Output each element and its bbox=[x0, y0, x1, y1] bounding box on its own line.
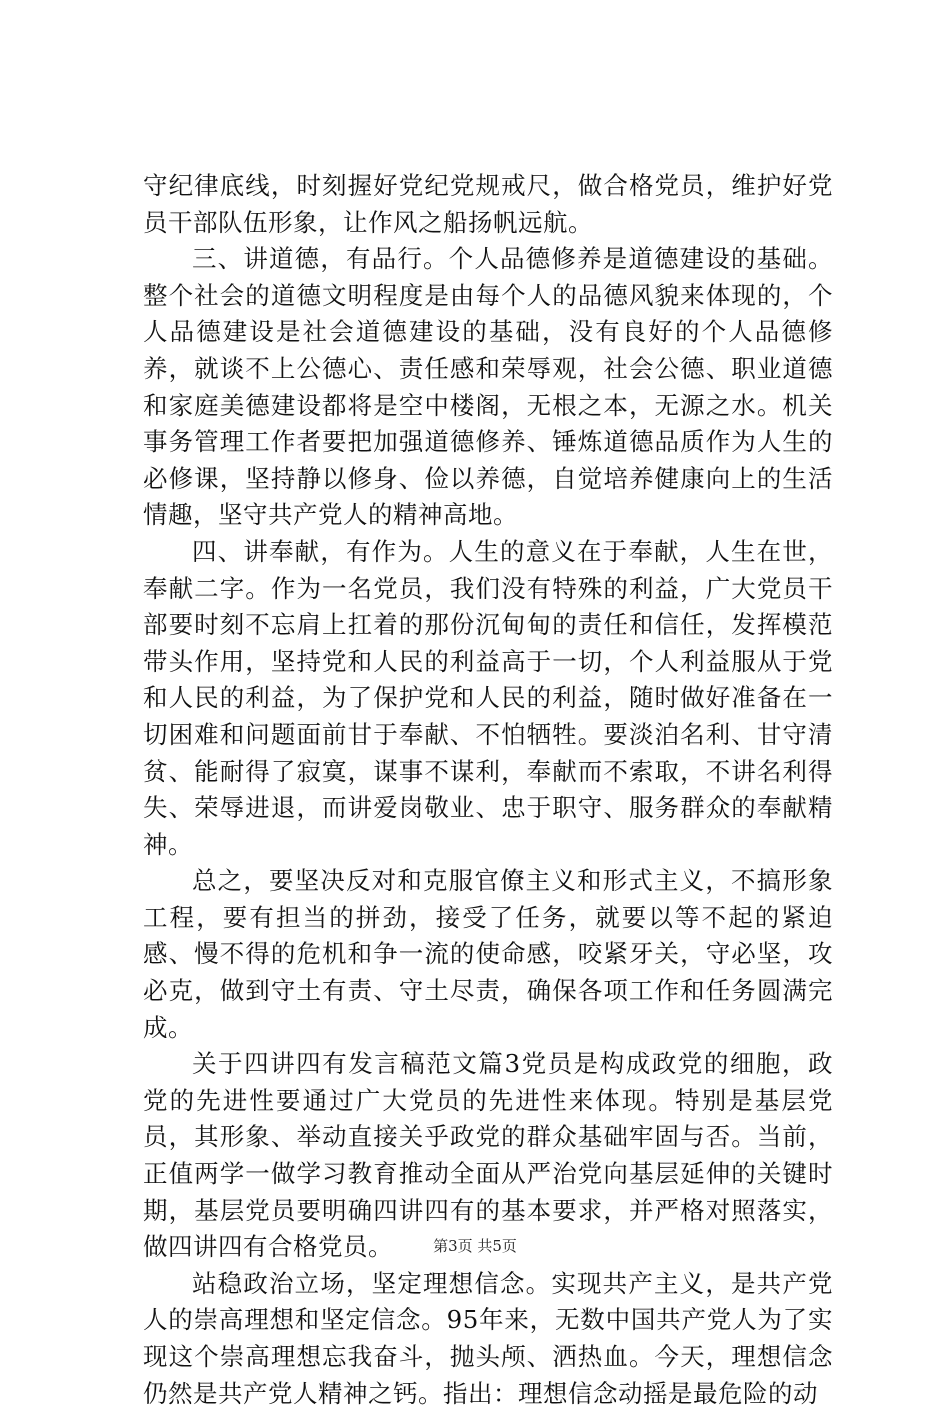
paragraph-conclusion: 总之，要坚决反对和克服官僚主义和形式主义，不搞形象工程，要有担当的拼劲，接受了任务，就要以等不起的紧迫感、慢不得的危机和争一流的使命感，咬紧牙关，守必坚，攻必克，做到守土有责、守土尽责，确保各项工作和任务圆满完成。 bbox=[143, 866, 833, 1042]
paragraph-dedication: 四、讲奉献，有作为。人生的意义在于奉献，人生在世，奉献二字。作为一名党员，我们没有特殊的利益，广大党员干部要时刻不忘肩上扛着的那份沉甸甸的责任和信任，发挥模范带头作用，坚持党和人民的利益高于一切，个人利益服从于党和人民的利益，为了保护党和人民的利益，随时做好准备在一切困难和问题面前甘于奉献、不怕牺牲。要淡泊名利、甘守清贫、能耐得了寂寞，谋事不谋利，奉献而不索取，不讲名利得失、荣辱进退，而讲爱岗敬业、忠于职守、服务群众的奉献精神。 bbox=[143, 536, 833, 859]
paragraph-ethics: 三、讲道德，有品行。个人品德修养是道德建设的基础。整个社会的道德文明程度是由每个人的品德风貌来体现的，个人品德建设是社会道德建设的基础，没有良好的个人品德修养，就谈不上公德心、责任感和荣辱观，社会公德、职业道德和家庭美德建设都将是空中楼阁，无根之本，无源之水。机关事务管理工作者要把加强道德修养、锤炼道德品质作为人生的必修课，坚持静以修身、俭以养德，自觉培养健康向上的生活情趣，坚守共产党人的精神高地。 bbox=[143, 244, 833, 530]
paragraph-political-stance: 站稳政治立场，坚定理想信念。实现共产主义，是共产党人的崇高理想和坚定信念。95年来，无数中国共产党人为了实现这个崇高理想忘我奋斗，抛头颅、洒热血。今天，理想信念仍然是共产党人精神之钙。指出：理想信念动摇是最危险的动 bbox=[143, 1268, 833, 1408]
paragraph-article-3-intro: 关于四讲四有发言稿范文篇3党员是构成政党的细胞，政党的先进性要通过广大党员的先进性来体现。特别是基层党员，其形象、举动直接关乎政党的群众基础牢固与否。当前，正值两学一做学习教育推动全面从严治党向基层延伸的关键时期，基层党员要明确四讲四有的基本要求，并严格对照落实，做四讲四有合格党员。 bbox=[143, 1049, 833, 1262]
paragraph-continuation: 守纪律底线，时刻握好党纪党规戒尺，做合格党员，维护好党员干部队伍形象，让作风之船扬帆远航。 bbox=[143, 171, 833, 237]
page-number-footer: 第3页 共5页 bbox=[433, 1237, 517, 1255]
document-body bbox=[143, 168, 833, 1412]
